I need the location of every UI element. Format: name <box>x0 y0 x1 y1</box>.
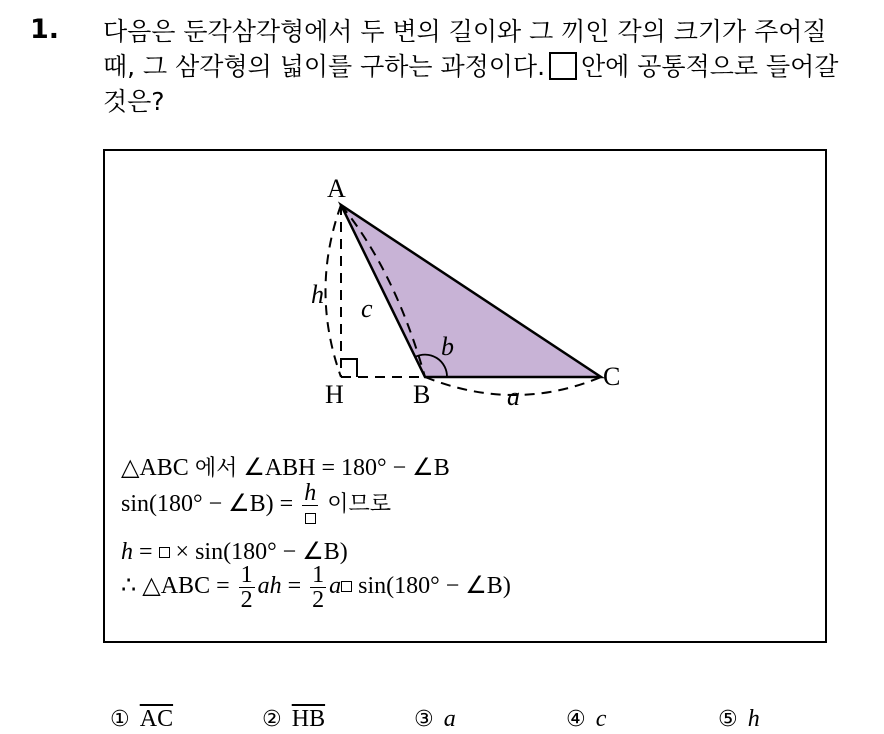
equation-1 <box>121 451 450 482</box>
question-text <box>103 14 873 119</box>
choice-5-marker: ⑤ <box>718 707 738 732</box>
eq3-times: × sin(180° − ∠B) <box>169 539 348 565</box>
blank-square <box>305 513 316 524</box>
eq4-fraction-1 <box>239 563 255 612</box>
label-h: h <box>311 280 324 309</box>
blank-square <box>159 547 170 558</box>
eq4-equals: = <box>281 573 308 600</box>
eq4-fraction-2 <box>310 563 326 612</box>
solution-box <box>103 149 827 643</box>
blank-square <box>341 581 352 592</box>
eq4-ah: ah <box>257 573 282 600</box>
choice-3-marker: ③ <box>414 707 434 732</box>
question-line-2-end: 안에 공통적으로 들어갈 <box>581 52 839 81</box>
choice-4-text: c <box>595 706 607 732</box>
eq4-den-2: 2 <box>312 587 325 613</box>
eq1-rest: ∠ABH = 180° − ∠B <box>243 455 450 481</box>
choice-1-marker: ① <box>110 707 130 732</box>
question-number: 1. <box>30 14 60 45</box>
triangle-figure <box>105 151 825 441</box>
eq2-korean: 이므로 <box>327 492 391 518</box>
eq2-fraction <box>302 481 318 530</box>
vertex-h-label: H <box>325 380 344 409</box>
eq1-triangle: △ABC <box>121 455 189 481</box>
vertex-c-label: C <box>603 362 621 391</box>
choice-3[interactable] <box>414 706 456 733</box>
choice-2-marker: ② <box>262 707 282 732</box>
eq4-num-1: 1 <box>240 562 253 588</box>
triangle-abc <box>341 205 601 377</box>
eq4-start: ∴ △ABC = <box>121 573 230 600</box>
eq4-num-2: 1 <box>312 562 325 588</box>
choice-3-text: a <box>443 706 456 732</box>
right-angle-mark <box>341 359 357 377</box>
choice-5[interactable] <box>718 706 760 733</box>
eq2-denominator <box>302 506 318 530</box>
eq3-lhs: h <box>121 539 133 565</box>
choice-4-marker: ④ <box>566 707 586 732</box>
arc-h <box>326 205 342 377</box>
choice-1[interactable] <box>110 706 173 733</box>
eq2-numerator: h <box>304 480 317 506</box>
choice-2-text: $\overline{HB}$ <box>291 706 326 732</box>
choice-5-text: h <box>747 706 760 732</box>
eq4-den-1: 2 <box>240 587 253 613</box>
equation-4 <box>121 563 511 612</box>
blank-box <box>549 52 577 80</box>
eq3-mid: = <box>133 539 159 565</box>
choice-2[interactable] <box>262 706 325 733</box>
question-line-2-start: 때, 그 삼각형의 넓이를 구하는 과정이다. <box>103 52 546 81</box>
question-line-1: 다음은 둔각삼각형에서 두 변의 길이와 그 끼인 각의 크기가 주어질 <box>103 17 827 46</box>
label-a: a <box>507 382 520 411</box>
vertex-b-label: B <box>413 380 431 409</box>
label-b: b <box>441 332 454 361</box>
eq1-korean: 에서 <box>194 456 238 481</box>
eq4-a: a <box>329 573 342 600</box>
label-c: c <box>361 294 373 323</box>
eq2-lhs: sin(180° − ∠B) = <box>121 491 294 518</box>
vertex-a-label: A <box>327 174 346 203</box>
choice-4[interactable] <box>566 706 606 733</box>
eq4-tail: sin(180° − ∠B) <box>358 573 511 600</box>
question-line-2 <box>103 49 873 84</box>
question-line-3: 것은? <box>103 87 165 116</box>
choice-1-text: $\overline{AC}$ <box>139 706 174 732</box>
equation-2 <box>121 481 391 530</box>
